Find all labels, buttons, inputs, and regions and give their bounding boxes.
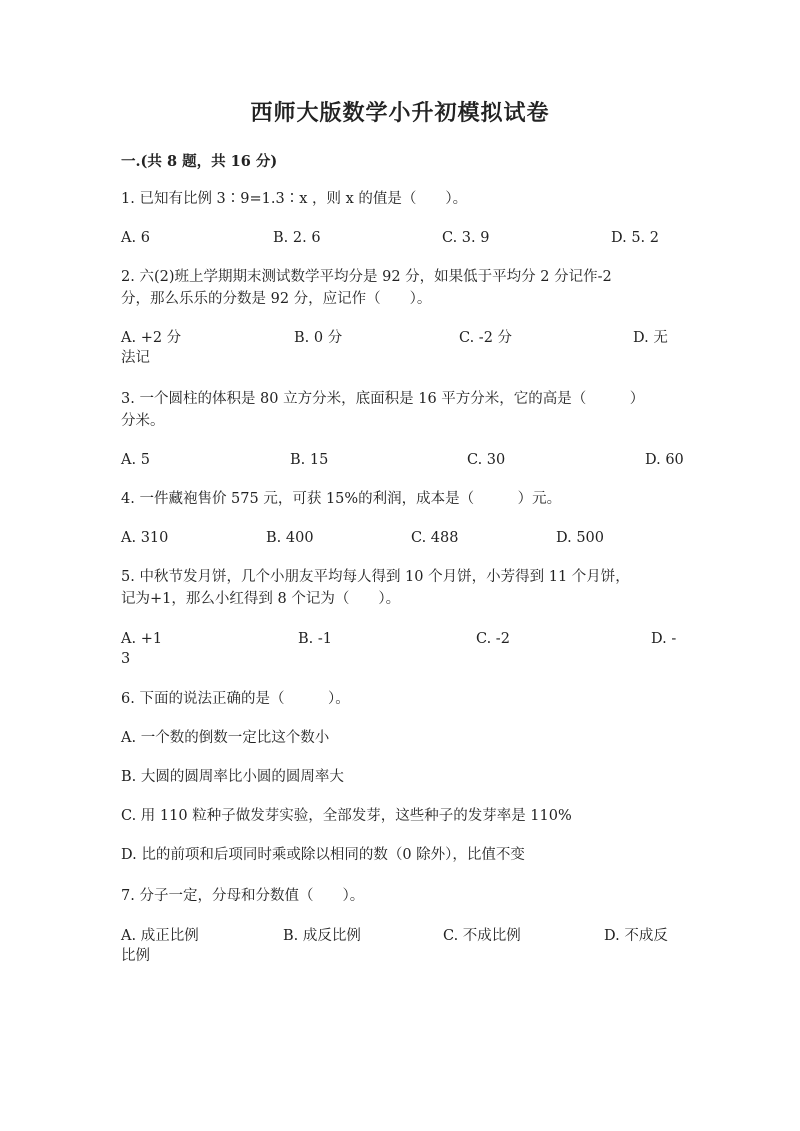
q7-option-a: A. 成正比例	[121, 928, 199, 944]
q1-option-c: C. 3. 9	[442, 230, 490, 246]
q5-option-b: B. -1	[298, 631, 332, 647]
q5-option-c: C. -2	[476, 631, 510, 647]
q4-option-a: A. 310	[121, 530, 169, 546]
question-5-line-2: 记为+1，那么小红得到 8 个记为（ ）。	[121, 591, 401, 607]
q5-option-a: A. +1	[121, 631, 163, 647]
q2-option-d-continued: 法记	[121, 350, 150, 366]
q5-option-d: D. -	[651, 631, 677, 647]
q3-option-d: D. 60	[645, 452, 684, 468]
question-5-line-1: 5. 中秋节发月饼，几个小朋友平均每人得到 10 个月饼，小芳得到 11 个月饼，	[121, 569, 630, 585]
q5-option-d-continued: 3	[121, 651, 131, 667]
question-2-line-2: 分，那么乐乐的分数是 92 分，应记作（ ）。	[121, 291, 432, 307]
q3-option-c: C. 30	[467, 452, 506, 468]
q4-option-c: C. 488	[411, 530, 459, 546]
q1-option-b: B. 2. 6	[273, 230, 321, 246]
q4-option-d: D. 500	[556, 530, 605, 546]
q3-option-b: B. 15	[290, 452, 329, 468]
q7-option-d-continued: 比例	[121, 948, 150, 964]
q3-option-a: A. 5	[121, 452, 150, 468]
q6-option-d: D. 比的前项和后项同时乘或除以相同的数（0 除外），比值不变	[121, 847, 525, 863]
q1-option-d: D. 5. 2	[611, 230, 659, 246]
section-heading: 一.(共 8 题，共 16 分)	[121, 153, 278, 170]
q2-option-b: B. 0 分	[294, 330, 343, 346]
question-3-line-2: 分米。	[121, 413, 165, 429]
q6-option-b: B. 大圆的圆周率比小圆的圆周率大	[121, 769, 344, 785]
question-3-line-1: 3. 一个圆柱的体积是 80 立方分米，底面积是 16 平方分米，它的高是（ ）	[121, 391, 645, 407]
page-title: 西师大版数学小升初模拟试卷	[250, 100, 550, 126]
question-4: 4. 一件藏袍售价 575 元，可获 15%的利润，成本是（ ）元。	[121, 491, 562, 507]
question-2-line-1: 2. 六(2)班上学期期末测试数学平均分是 92 分，如果低于平均分 2 分记作-2	[121, 269, 612, 285]
question-1: 1. 已知有比例 3∶9=1.3∶x ，则 x 的值是（ ）。	[121, 191, 468, 207]
q7-option-d: D. 不成反	[604, 928, 668, 944]
q7-option-c: C. 不成比例	[443, 928, 521, 944]
question-6: 6. 下面的说法正确的是（ ）。	[121, 691, 350, 707]
q7-option-b: B. 成反比例	[283, 928, 361, 944]
q1-option-a: A. 6	[121, 230, 150, 246]
question-7: 7. 分子一定，分母和分数值（ ）。	[121, 888, 365, 904]
q6-option-a: A. 一个数的倒数一定比这个数小	[121, 730, 330, 746]
q2-option-c: C. -2 分	[459, 330, 513, 346]
q4-option-b: B. 400	[266, 530, 314, 546]
q2-option-d: D. 无	[633, 330, 668, 346]
q6-option-c: C. 用 110 粒种子做发芽实验，全部发芽，这些种子的发芽率是 110%	[121, 808, 572, 824]
q2-option-a: A. +2 分	[121, 330, 182, 346]
